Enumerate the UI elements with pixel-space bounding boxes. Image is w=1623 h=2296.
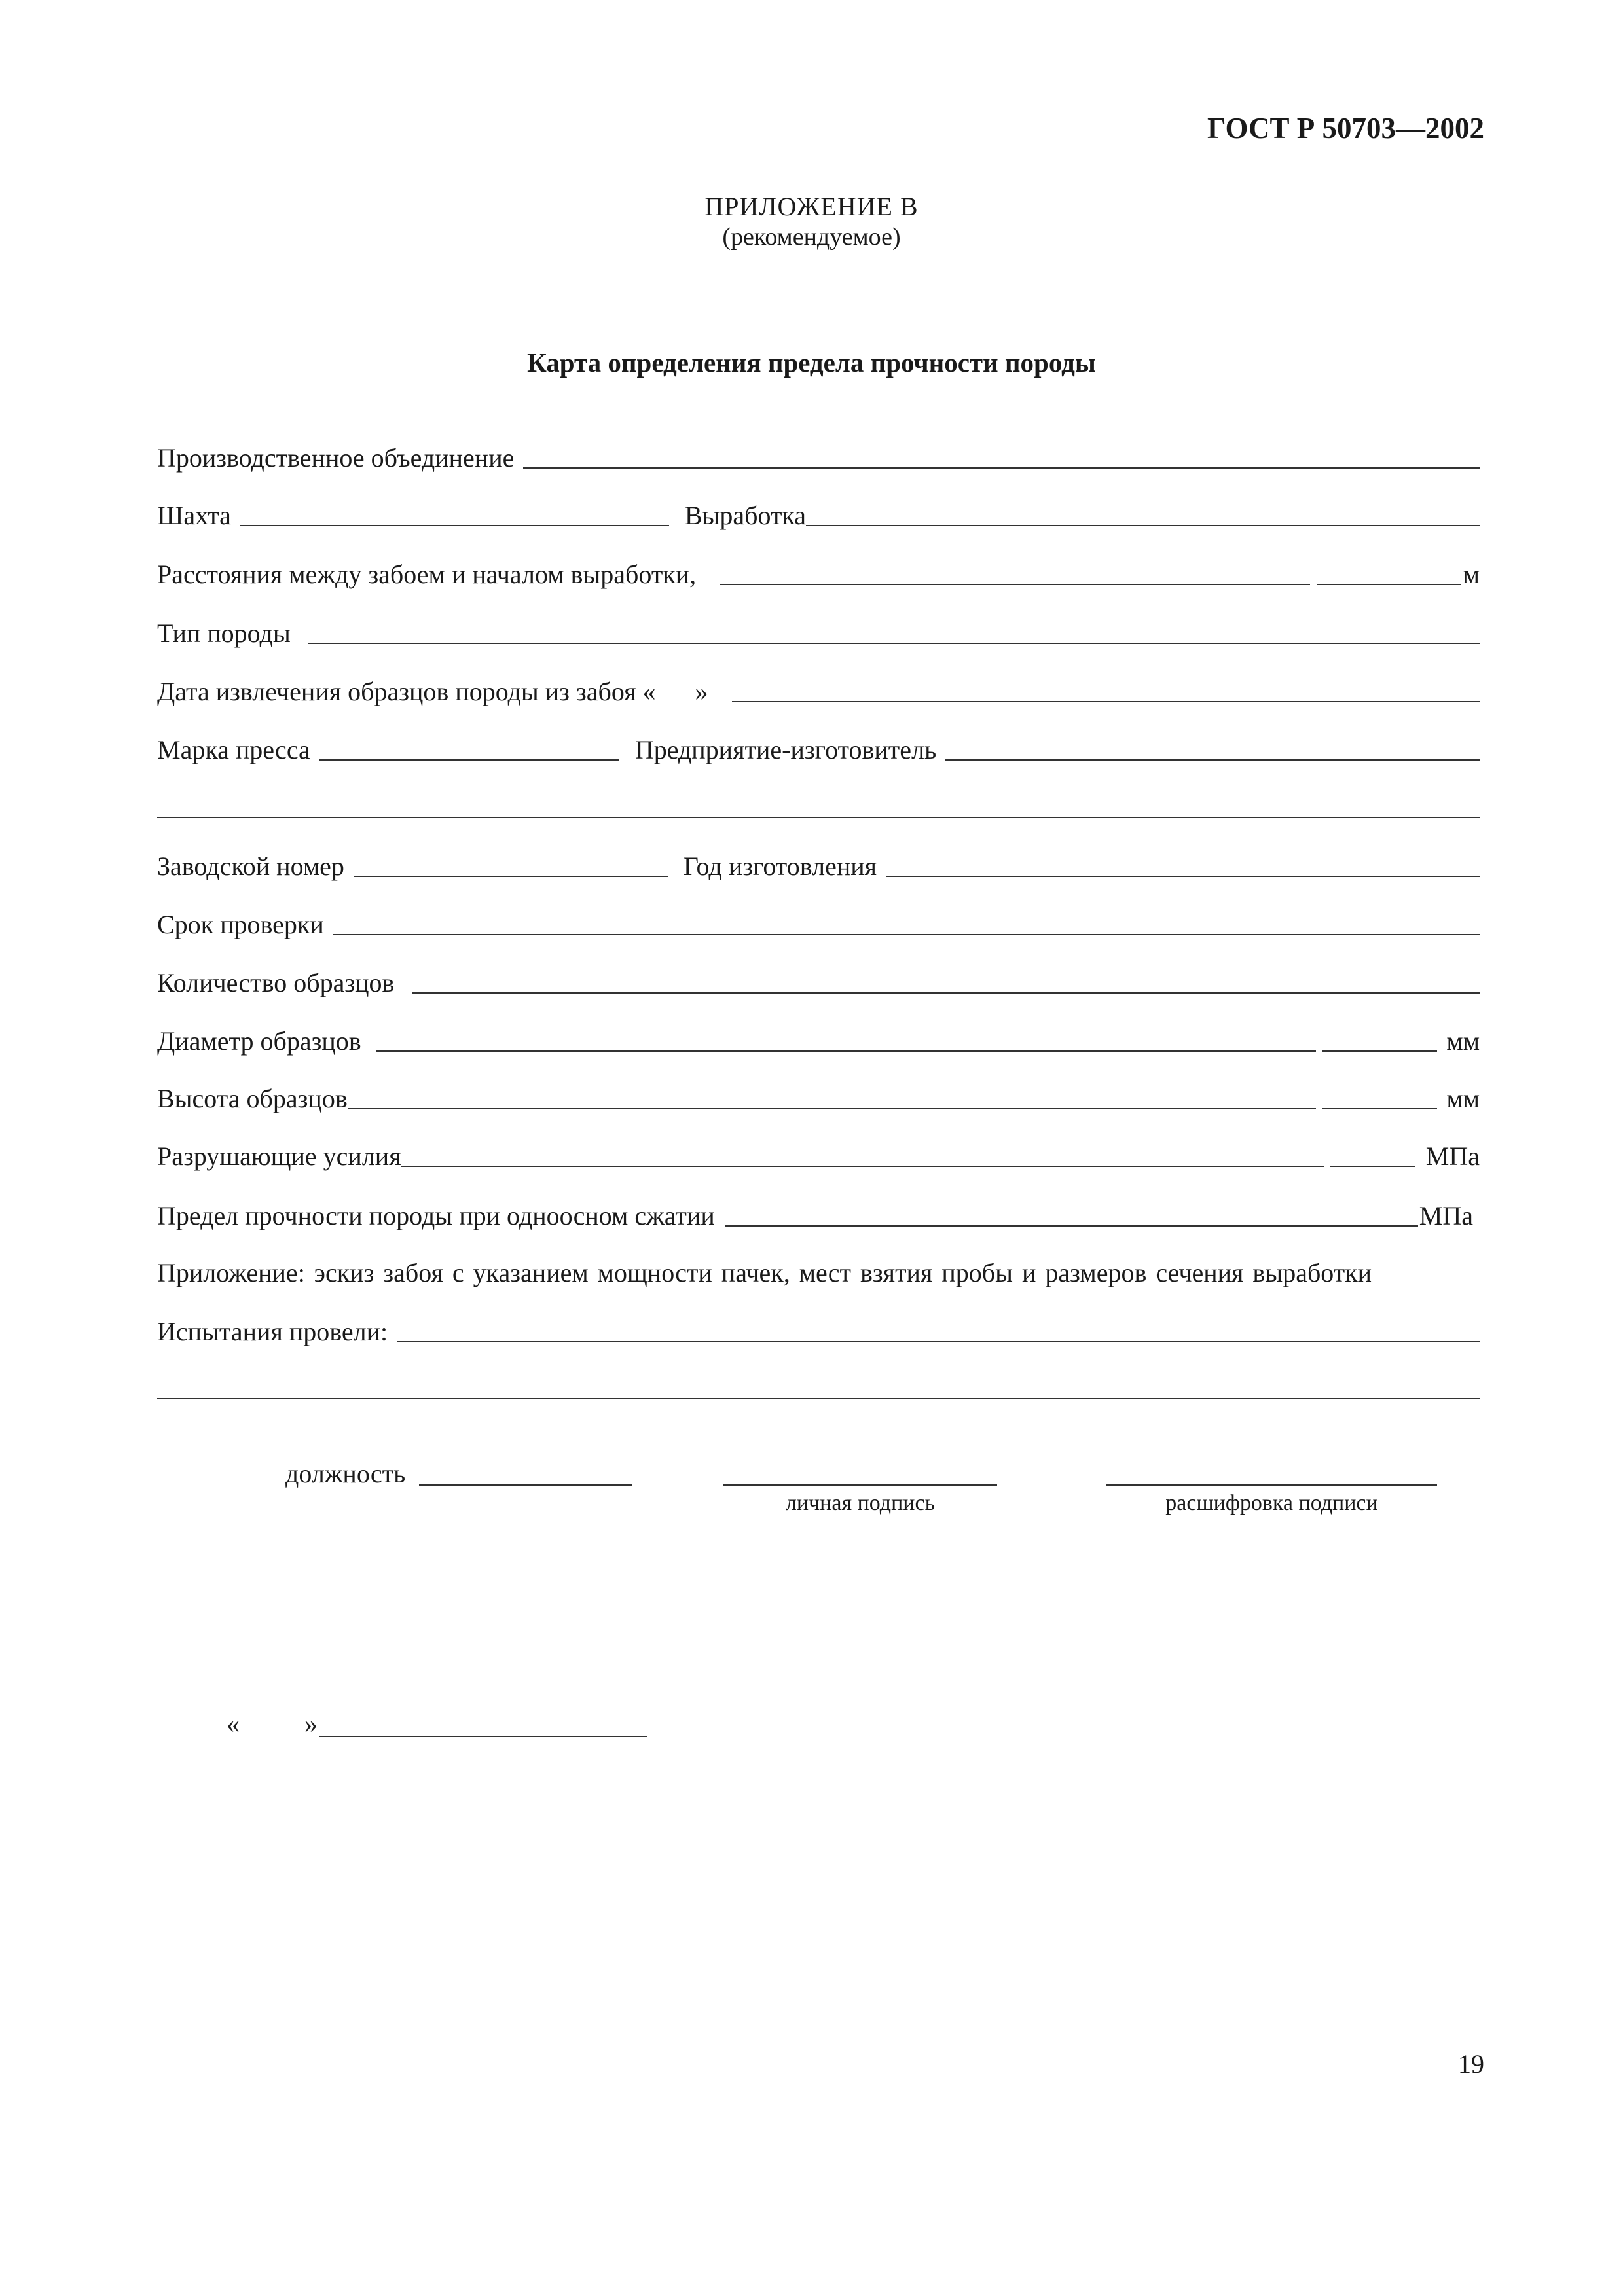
field-distance-extra[interactable] (1317, 579, 1461, 585)
label-diameter: Диаметр образцов (157, 1026, 361, 1056)
field-forces[interactable] (401, 1160, 1324, 1167)
appendix-subtitle: (рекомендуемое) (722, 223, 901, 251)
field-press-brand[interactable] (319, 754, 619, 761)
label-strength: Предел прочности породы при одноосном сжатии (157, 1201, 715, 1230)
row-attachment (157, 1247, 1480, 1286)
label-position: должность (285, 1459, 406, 1488)
label-year: Год изготовления (683, 852, 877, 881)
row-height (157, 1073, 1480, 1112)
date-open-quote: « (227, 1709, 240, 1738)
unit-distance: м (1463, 560, 1480, 589)
row-forces (157, 1130, 1480, 1170)
page-number: 19 (1458, 2049, 1484, 2079)
row-check-period (157, 899, 1480, 938)
label-extraction-date-close: » (695, 677, 708, 706)
field-diameter-extra[interactable] (1322, 1045, 1437, 1052)
row-rock-type (157, 607, 1480, 647)
field-position[interactable] (419, 1484, 632, 1486)
unit-diameter: мм (1446, 1026, 1480, 1056)
field-working[interactable] (806, 520, 1480, 526)
field-mine[interactable] (240, 520, 669, 526)
label-height: Высота образцов (157, 1084, 348, 1113)
unit-strength: МПа (1419, 1201, 1473, 1230)
label-serial: Заводской номер (157, 852, 344, 881)
field-association[interactable] (523, 462, 1480, 469)
field-extraction-date[interactable] (732, 696, 1480, 702)
standard-number: ГОСТ Р 50703—2002 (1207, 112, 1484, 145)
field-strength[interactable] (725, 1220, 1418, 1227)
field-manufacturer[interactable] (945, 754, 1480, 761)
row-press (157, 724, 1480, 763)
field-diameter[interactable] (376, 1045, 1317, 1052)
appendix-title: ПРИЛОЖЕНИЕ В (704, 192, 919, 221)
field-serial[interactable] (354, 870, 668, 877)
row-extraction-date (157, 666, 1480, 705)
row-sample-count (157, 957, 1480, 996)
row-testers (157, 1306, 1480, 1345)
row-serial-year (157, 840, 1480, 880)
caption-personal-signature: личная подпись (785, 1491, 936, 1515)
label-attachment: Приложение: эскиз забоя с указанием мощности пачек, мест взятия пробы и размеров сечения выработки (157, 1258, 1372, 1287)
form-title: Карта определения предела прочности породы (527, 348, 1096, 378)
label-manufacturer: Предприятие-изготовитель (634, 735, 937, 764)
label-mine: Шахта (157, 501, 231, 530)
field-testers-continued[interactable] (157, 1398, 1480, 1399)
field-testers[interactable] (397, 1336, 1480, 1342)
label-rock-type: Тип породы (157, 619, 291, 648)
date-close-quote: » (304, 1709, 318, 1738)
label-press-brand: Марка пресса (157, 735, 310, 764)
field-rock-type[interactable] (308, 637, 1480, 644)
field-height-extra[interactable] (1322, 1103, 1437, 1109)
field-manufacturer-continued[interactable] (157, 817, 1480, 818)
label-forces: Разрушающие усилия (157, 1141, 401, 1171)
label-distance: Расстояния между забоем и началом выработки, (157, 560, 697, 589)
row-association (157, 432, 1480, 471)
field-year[interactable] (886, 870, 1480, 877)
label-check-period: Срок проверки (157, 910, 324, 939)
field-check-period[interactable] (333, 929, 1480, 935)
label-extraction-date: Дата извлечения образцов породы из забоя « (157, 677, 656, 706)
row-diameter (157, 1015, 1480, 1054)
field-height[interactable] (348, 1103, 1317, 1109)
row-strength (157, 1190, 1473, 1229)
field-personal-signature[interactable] (723, 1484, 997, 1486)
unit-forces: МПа (1425, 1141, 1480, 1171)
label-working: Выработка (684, 501, 807, 530)
field-distance[interactable] (720, 579, 1310, 585)
row-mine-working (157, 490, 1480, 529)
label-association: Производственное объединение (157, 443, 515, 473)
label-testers: Испытания провели: (157, 1317, 388, 1346)
field-sample-count[interactable] (412, 987, 1480, 994)
field-decoding[interactable] (1106, 1484, 1437, 1486)
label-sample-count: Количество образцов (157, 968, 395, 997)
row-distance (157, 548, 1480, 588)
field-date[interactable] (319, 1736, 647, 1737)
field-forces-extra[interactable] (1330, 1160, 1415, 1167)
unit-height: мм (1446, 1084, 1480, 1113)
caption-decoding: расшифровка подписи (1165, 1491, 1378, 1515)
